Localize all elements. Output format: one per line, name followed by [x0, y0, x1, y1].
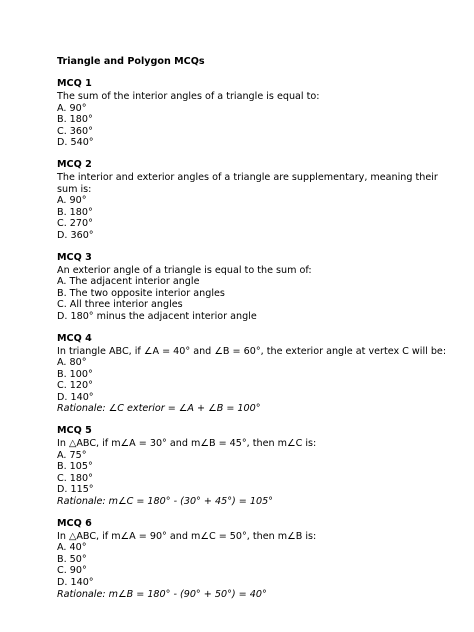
- document-page: [57, 56, 457, 610]
- document-title: Triangle and Polygon MCQs: [57, 56, 205, 67]
- mcq-option: C. 180°: [57, 472, 93, 484]
- mcq-option: B. 50°: [57, 553, 87, 565]
- mcq-block: [57, 252, 457, 323]
- mcq-option: A. 90°: [57, 195, 87, 207]
- mcq-question: In triangle ABC, if ∠A = 40° and ∠B = 60°, the exterior angle at vertex C will be:: [57, 345, 447, 357]
- mcq-option: B. 100°: [57, 368, 93, 380]
- mcq-heading: MCQ 5: [57, 425, 92, 437]
- mcq-rationale: Rationale: m∠C = 180° - (30° + 45°) = 105°: [57, 496, 273, 508]
- mcq-option: B. 180°: [57, 114, 93, 126]
- mcq-question: In △ABC, if m∠A = 90° and m∠C = 50°, then m∠B is:: [57, 530, 317, 542]
- mcq-heading: MCQ 1: [57, 78, 92, 89]
- mcq-option: A. 90°: [57, 102, 87, 114]
- mcq-option: D. 180° minus the adjacent interior angle: [57, 310, 257, 322]
- mcq-option: D. 360°: [57, 229, 94, 241]
- mcq-option: C. 270°: [57, 218, 93, 230]
- mcq-option: C. 360°: [57, 125, 93, 137]
- mcq-block: [57, 159, 457, 242]
- mcq-option: D. 140°: [57, 391, 94, 403]
- mcq-rationale: Rationale: ∠C exterior = ∠A + ∠B = 100°: [57, 403, 261, 415]
- mcq-question: The sum of the interior angles of a triangle is equal to:: [57, 91, 320, 102]
- mcq-option: B. 105°: [57, 461, 93, 473]
- mcq-option: A. 75°: [57, 449, 87, 461]
- mcq-block: [57, 425, 457, 508]
- mcq-question: In △ABC, if m∠A = 30° and m∠B = 45°, then m∠C is:: [57, 438, 317, 450]
- mcq-option: B. 180°: [57, 206, 93, 218]
- mcq-question: An exterior angle of a triangle is equal to the sum of:: [57, 264, 312, 276]
- mcq-rationale: Rationale: m∠B = 180° - (90° + 50°) = 40°: [57, 588, 267, 600]
- mcq-question: The interior and exterior angles of a triangle are supplementary, meaning their sum is:: [57, 171, 441, 195]
- mcq-option: C. All three interior angles: [57, 299, 183, 311]
- mcq-option: B. The two opposite interior angles: [57, 287, 225, 299]
- mcq-option: D. 115°: [57, 484, 94, 496]
- mcq-heading: MCQ 6: [57, 517, 92, 529]
- mcq-block: [57, 333, 457, 416]
- mcq-option: D. 540°: [57, 137, 94, 149]
- mcq-heading: MCQ 3: [57, 251, 92, 263]
- mcq-heading: MCQ 2: [57, 158, 92, 170]
- mcq-block: [57, 518, 457, 601]
- mcq-option: A. 80°: [57, 357, 87, 369]
- mcq-option: C. 90°: [57, 565, 87, 577]
- mcq-block: [57, 78, 457, 149]
- mcq-option: A. The adjacent interior angle: [57, 276, 200, 288]
- mcq-option: C. 120°: [57, 380, 93, 392]
- mcq-option: D. 140°: [57, 577, 94, 588]
- mcq-heading: MCQ 4: [57, 332, 92, 344]
- mcq-option: A. 40°: [57, 542, 87, 554]
